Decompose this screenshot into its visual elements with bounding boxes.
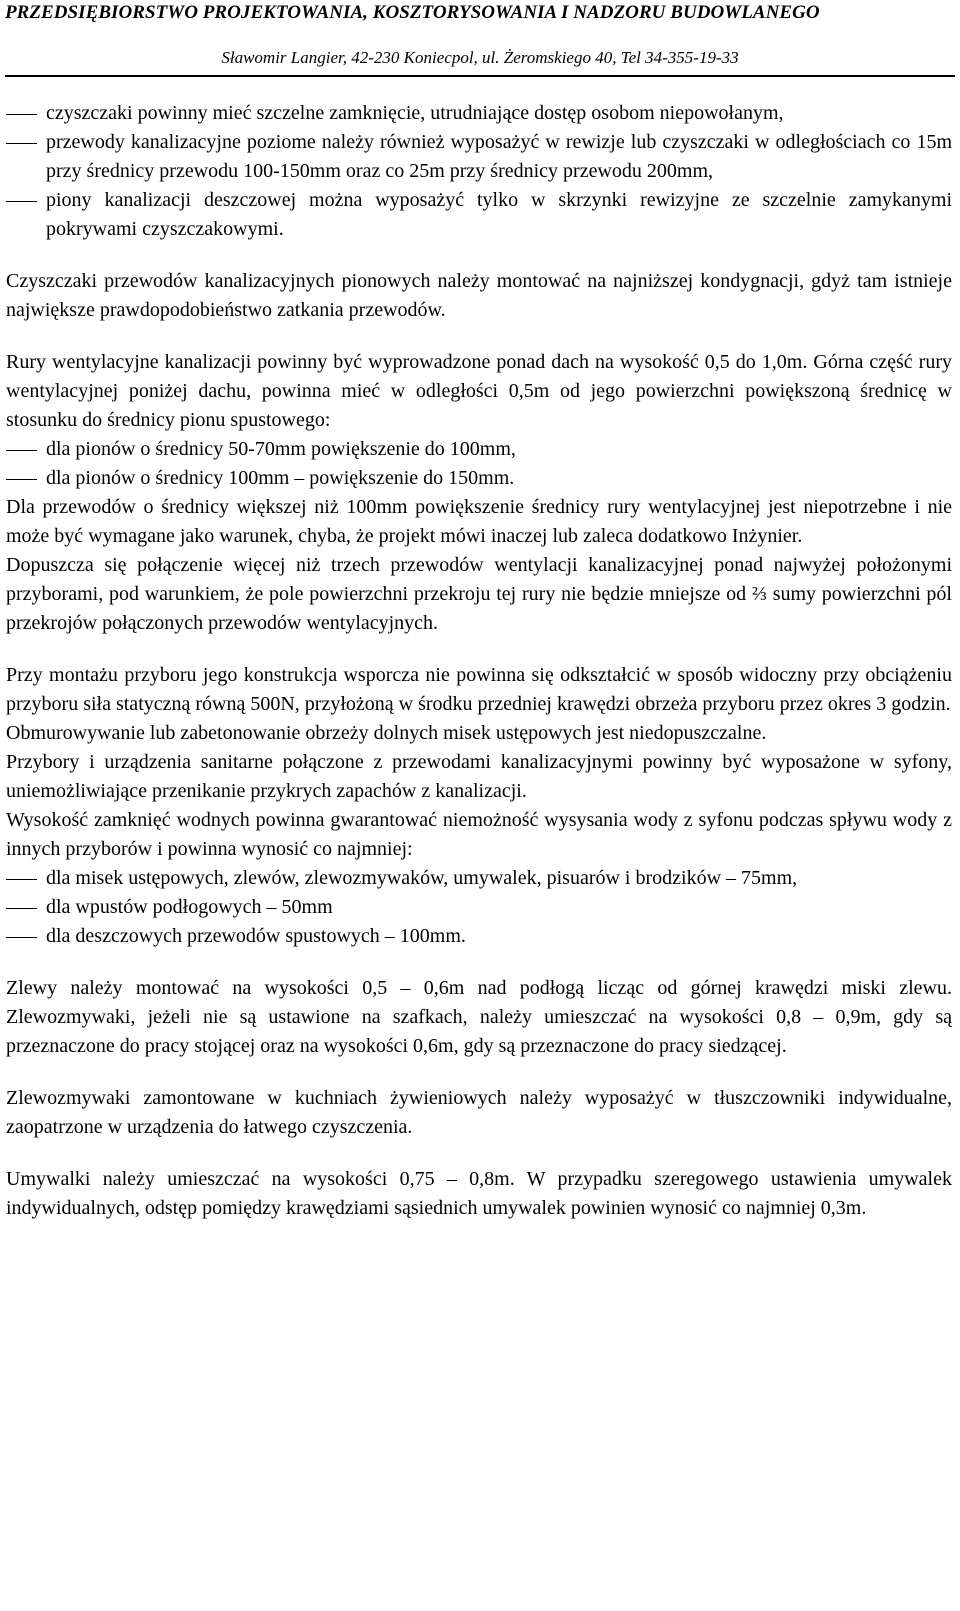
header-contact: Sławomir Langier, 42-230 Koniecpol, ul. Żeromskiego 40, Tel 34-355-19-33: [221, 48, 739, 67]
list-item: dla pionów o średnicy 50-70mm powiększenie do 100mm,: [6, 435, 952, 464]
list-item: dla misek ustępowych, zlewów, zlewozmywaków, umywalek, pisuarów i brodzików – 75mm,: [6, 864, 952, 893]
header-company: PRZEDSIĘBIORSTWO PROJEKTOWANIA, KOSZTORYSOWANIA I NADZORU BUDOWLANEGO: [5, 2, 820, 23]
paragraph-large-diameter: Dla przewodów o średnicy większej niż 100mm powiększenie średnicy rury wentylacyjnej jest niepotrzebne i nie może być wymagane jako warunek, chyba, że projekt mówi inaczej lub zaleca dodatkowo Inżynier.: [6, 496, 952, 547]
list-item: dla deszczowych przewodów spustowych – 100mm.: [6, 922, 952, 951]
paragraph-bowl-encasing: Obmurowywanie lub zabetonowanie obrzeży dolnych misek ustępowych jest niedopuszczalne.: [6, 722, 767, 744]
paragraph-vent-pipes: Rury wentylacyjne kanalizacji powinny być wyprowadzone ponad dach na wysokość 0,5 do 1,0m. Górna część rury wentylacyjnej poniżej dachu, powinna mieć w odległości 0,5m od jego powierzchni powiększoną średnicę w stosunku do średnicy pionu spustowego:: [6, 351, 952, 431]
paragraph-kitchen-sinks: Zlewozmywaki zamontowane w kuchniach żywieniowych należy wyposażyć w tłuszczowniki indywidualne, zaopatrzone w urządzenia do łatwego czyszczenia.: [6, 1087, 952, 1138]
list-item: przewody kanalizacyjne poziome należy również wyposażyć w rewizje lub czyszczaki w odległościach co 15m przy średnicy przewodu 100-150mm oraz co 25m przy średnicy przewodu 200mm,: [6, 128, 952, 186]
paragraph-connection: Dopuszcza się połączenie więcej niż trzech przewodów wentylacji kanalizacyjnej ponad najwyżej położonymi przyborami, pod warunkiem, że pole powierzchni przekroju tej rury nie będzie mniejsze od ⅔ sumy powierzchni pól przekrojów połączonych przewodów wentylacyjnych.: [6, 554, 952, 634]
cleanout-requirements-list: [6, 99, 952, 244]
vent-diameter-list: [6, 435, 952, 493]
list-item: czyszczaki powinny mieć szczelne zamknięcie, utrudniające dostęp osobom niepowołanym,: [6, 99, 952, 128]
paragraph-washbasins: Umywalki należy umieszczać na wysokości 0,75 – 0,8m. W przypadku szeregowego ustawienia umywalek indywidualnych, odstęp pomiędzy krawędziami sąsiednich umywalek powinien wynosić co najmniej 0,3m.: [6, 1168, 952, 1219]
list-item: piony kanalizacji deszczowej można wyposażyć tylko w skrzynki rewizyjne ze szczelnie zamykanymi pokrywami czyszczakowymi.: [6, 186, 952, 244]
paragraph-sinks: Zlewy należy montować na wysokości 0,5 – 0,6m nad podłogą licząc od górnej krawędzi miski zlewu. Zlewozmywaki, jeżeli nie są ustawione na szafkach, należy umieszczać na wysokości 0,8 – 0,9m, gdy są przeznaczone do pracy stojącej oraz na wysokości 0,6m, gdy są przeznaczone do pracy siedzącej.: [6, 977, 952, 1057]
list-item: dla pionów o średnicy 100mm – powiększenie do 150mm.: [6, 464, 952, 493]
header-rule: [5, 75, 955, 77]
document-body: [6, 99, 952, 1223]
paragraph-water-seal: Wysokość zamknięć wodnych powinna gwarantować niemożność wysysania wody z syfonu podczas spływu wody z innych przyborów i powinna wynosić co najmniej:: [6, 809, 952, 860]
list-item: dla wpustów podłogowych – 50mm: [6, 893, 952, 922]
paragraph-fixture-mounting: Przy montażu przyboru jego konstrukcja wsporcza nie powinna się odkształcić w sposób widoczny przy obciążeniu przyboru siła statyczną równą 500N, przyłożoną w środku przedniej krawędzi obrzeża przyboru przez okres 3 godzin.: [6, 664, 952, 715]
water-seal-list: [6, 864, 952, 951]
paragraph-cleanouts: Czyszczaki przewodów kanalizacyjnych pionowych należy montować na najniższej kondygnacji, gdyż tam istnieje największe prawdopodobieństwo zatkania przewodów.: [6, 270, 952, 321]
paragraph-traps: Przybory i urządzenia sanitarne połączone z przewodami kanalizacyjnymi powinny być wyposażone w syfony, uniemożliwiające przenikanie przykrych zapachów z kanalizacji.: [6, 751, 952, 802]
